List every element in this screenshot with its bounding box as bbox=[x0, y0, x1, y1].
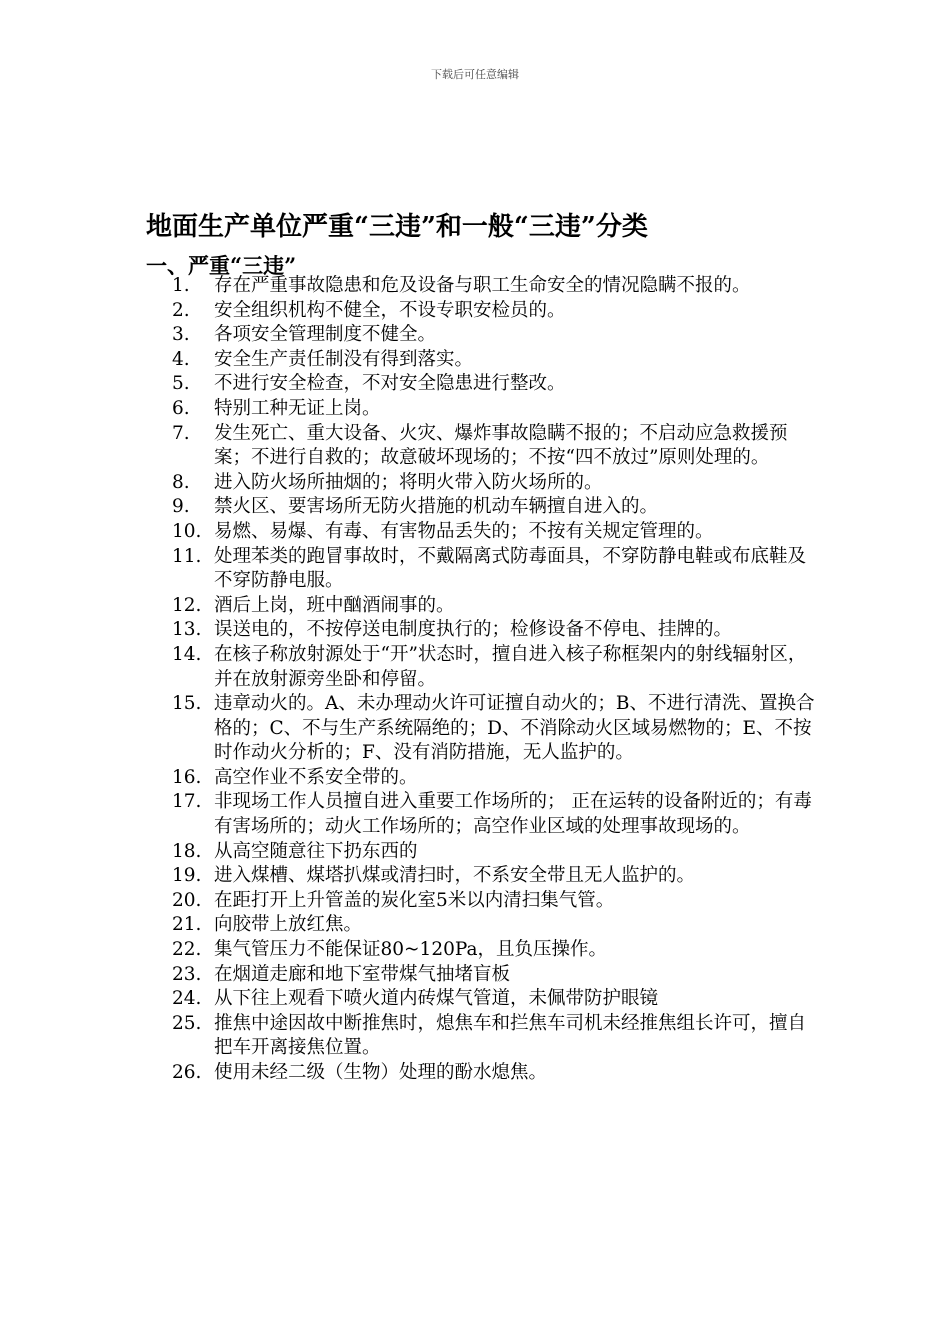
list-item bbox=[160, 471, 820, 496]
list-item-text: 易燃、易爆、有毒、有害物品丢失的；不按有关规定管理的。 bbox=[214, 520, 714, 542]
list-item-text: 进入煤槽、煤塔扒煤或清扫时，不系安全带且无人监护的。 bbox=[214, 865, 696, 887]
list-item-number: 5. bbox=[172, 373, 190, 395]
list-item-text: 在距打开上升管盖的炭化室5米以内清扫集气管。 bbox=[214, 889, 615, 911]
list-item bbox=[160, 495, 820, 520]
list-item-text: 在烟道走廊和地下室带煤气抽堵盲板 bbox=[214, 963, 511, 985]
list-item-number: 2. bbox=[172, 299, 190, 321]
list-item-text: 高空作业不系安全带的。 bbox=[214, 766, 418, 788]
list-item-number: 11. bbox=[172, 545, 202, 567]
list-item bbox=[160, 274, 820, 299]
list-item-number: 16. bbox=[172, 766, 202, 788]
section-heading: 一、严重“三违” bbox=[146, 253, 297, 278]
list-item bbox=[160, 520, 820, 545]
list-item bbox=[160, 692, 820, 766]
list-item-text: 从下往上观看下喷火道内砖煤气管道，未佩带防护眼镜 bbox=[214, 988, 659, 1010]
list-item bbox=[160, 864, 820, 889]
list-item bbox=[160, 1061, 820, 1086]
list-item-text: 从高空随意往下扔东西的 bbox=[214, 840, 418, 862]
list-item-number: 8. bbox=[172, 471, 190, 493]
list-item bbox=[160, 987, 820, 1012]
list-item-text: 使用未经二级（生物）处理的酚水熄焦。 bbox=[214, 1062, 548, 1083]
list-item-number: 14. bbox=[172, 643, 202, 665]
list-item-number: 3. bbox=[172, 324, 190, 346]
list-item-number: 21. bbox=[172, 914, 202, 936]
list-item-number: 17. bbox=[172, 791, 202, 813]
list-item bbox=[160, 397, 820, 422]
list-item bbox=[160, 963, 820, 988]
list-item-text: 进入防火场所抽烟的；将明火带入防火场所的。 bbox=[214, 471, 603, 493]
list-item bbox=[160, 643, 820, 692]
list-item-number: 23. bbox=[172, 963, 202, 985]
list-item bbox=[160, 594, 820, 619]
list-item bbox=[160, 545, 820, 594]
list-item bbox=[160, 790, 820, 839]
list-item bbox=[160, 1012, 820, 1061]
list-item-number: 26. bbox=[172, 1062, 202, 1083]
list-item bbox=[160, 840, 820, 865]
list-item-number: 15. bbox=[172, 693, 202, 715]
list-item-text: 推焦中途因故中断推焦时，熄焦车和拦焦车司机未经推焦组长许可，擅自把车开离接焦位置。 bbox=[214, 1012, 807, 1059]
list-item-text: 在核子称放射源处于“开”状态时，擅自进入核子称框架内的射线辐射区，并在放射源旁坐卧和停留。 bbox=[214, 643, 807, 690]
list-item-text: 禁火区、要害场所无防火措施的机动车辆擅自进入的。 bbox=[214, 496, 659, 518]
list-item bbox=[160, 618, 820, 643]
list-item bbox=[160, 938, 820, 963]
list-item bbox=[160, 766, 820, 791]
list-item-number: 19. bbox=[172, 865, 202, 887]
list-item bbox=[160, 913, 820, 938]
list-item-number: 4. bbox=[172, 348, 190, 370]
list-item-number: 10. bbox=[172, 520, 202, 542]
list-item-text: 发生死亡、重大设备、火灾、爆炸事故隐瞒不报的；不启动应急救援预案；不进行自救的；故意破坏现场的；不按“四不放过”原则处理的。 bbox=[214, 422, 788, 469]
list-item-number: 12. bbox=[172, 594, 202, 616]
list-item bbox=[160, 323, 820, 348]
list-item-number: 6. bbox=[172, 397, 190, 419]
list-item-number: 20. bbox=[172, 889, 202, 911]
list-item-number: 25. bbox=[172, 1012, 202, 1034]
list-item bbox=[160, 372, 820, 397]
list-item bbox=[160, 299, 820, 324]
list-item bbox=[160, 889, 820, 914]
violation-list bbox=[160, 274, 820, 1086]
list-item-number: 18. bbox=[172, 840, 202, 862]
list-item-number: 13. bbox=[172, 619, 202, 641]
list-item bbox=[160, 422, 820, 471]
list-item-number: 9. bbox=[172, 496, 190, 518]
list-item-text: 处理苯类的跑冒事故时，不戴隔离式防毒面具，不穿防静电鞋或布底鞋及不穿防静电服。 bbox=[214, 545, 807, 592]
list-item-text: 不进行安全检查，不对安全隐患进行整改。 bbox=[214, 373, 566, 395]
list-item-text: 违章动火的。A、未办理动火许可证擅自动火的；B、不进行清洗、置换合格的；C、不与生产系统隔绝的；D、不消除动火区域易燃物的；E、不按时作动火分析的；F、没有消防措施，无人监护的。 bbox=[214, 693, 815, 764]
document-title: 地面生产单位严重“三违”和一般“三违”分类 bbox=[146, 212, 648, 242]
list-item-text: 非现场工作人员擅自进入重要工作场所的； 正在运转的设备附近的；有毒有害场所的；动火工作场所的；高空作业区域的处理事故现场的。 bbox=[214, 791, 812, 838]
list-item-text: 存在严重事故隐患和危及设备与职工生命安全的情况隐瞒不报的。 bbox=[214, 275, 751, 296]
list-item-text: 安全组织机构不健全，不设专职安检员的。 bbox=[214, 299, 566, 321]
list-item-text: 特别工种无证上岗。 bbox=[214, 397, 381, 419]
list-item-text: 安全生产责任制没有得到落实。 bbox=[214, 348, 474, 370]
list-item-text: 各项安全管理制度不健全。 bbox=[214, 324, 437, 346]
list-item-text: 集气管压力不能保证80~120Pa，且负压操作。 bbox=[214, 939, 607, 961]
list-item-number: 1. bbox=[172, 275, 190, 296]
list-item-text: 向胶带上放红焦。 bbox=[214, 914, 363, 936]
header-note: 下载后可任意编辑 bbox=[431, 68, 519, 81]
list-item-number: 24. bbox=[172, 988, 202, 1010]
list-item-text: 误送电的，不按停送电制度执行的；检修设备不停电、挂牌的。 bbox=[214, 619, 733, 641]
list-item bbox=[160, 348, 820, 373]
list-item-number: 22. bbox=[172, 939, 202, 961]
list-item-text: 酒后上岗，班中酗酒闹事的。 bbox=[214, 594, 455, 616]
list-item-number: 7. bbox=[172, 422, 190, 444]
